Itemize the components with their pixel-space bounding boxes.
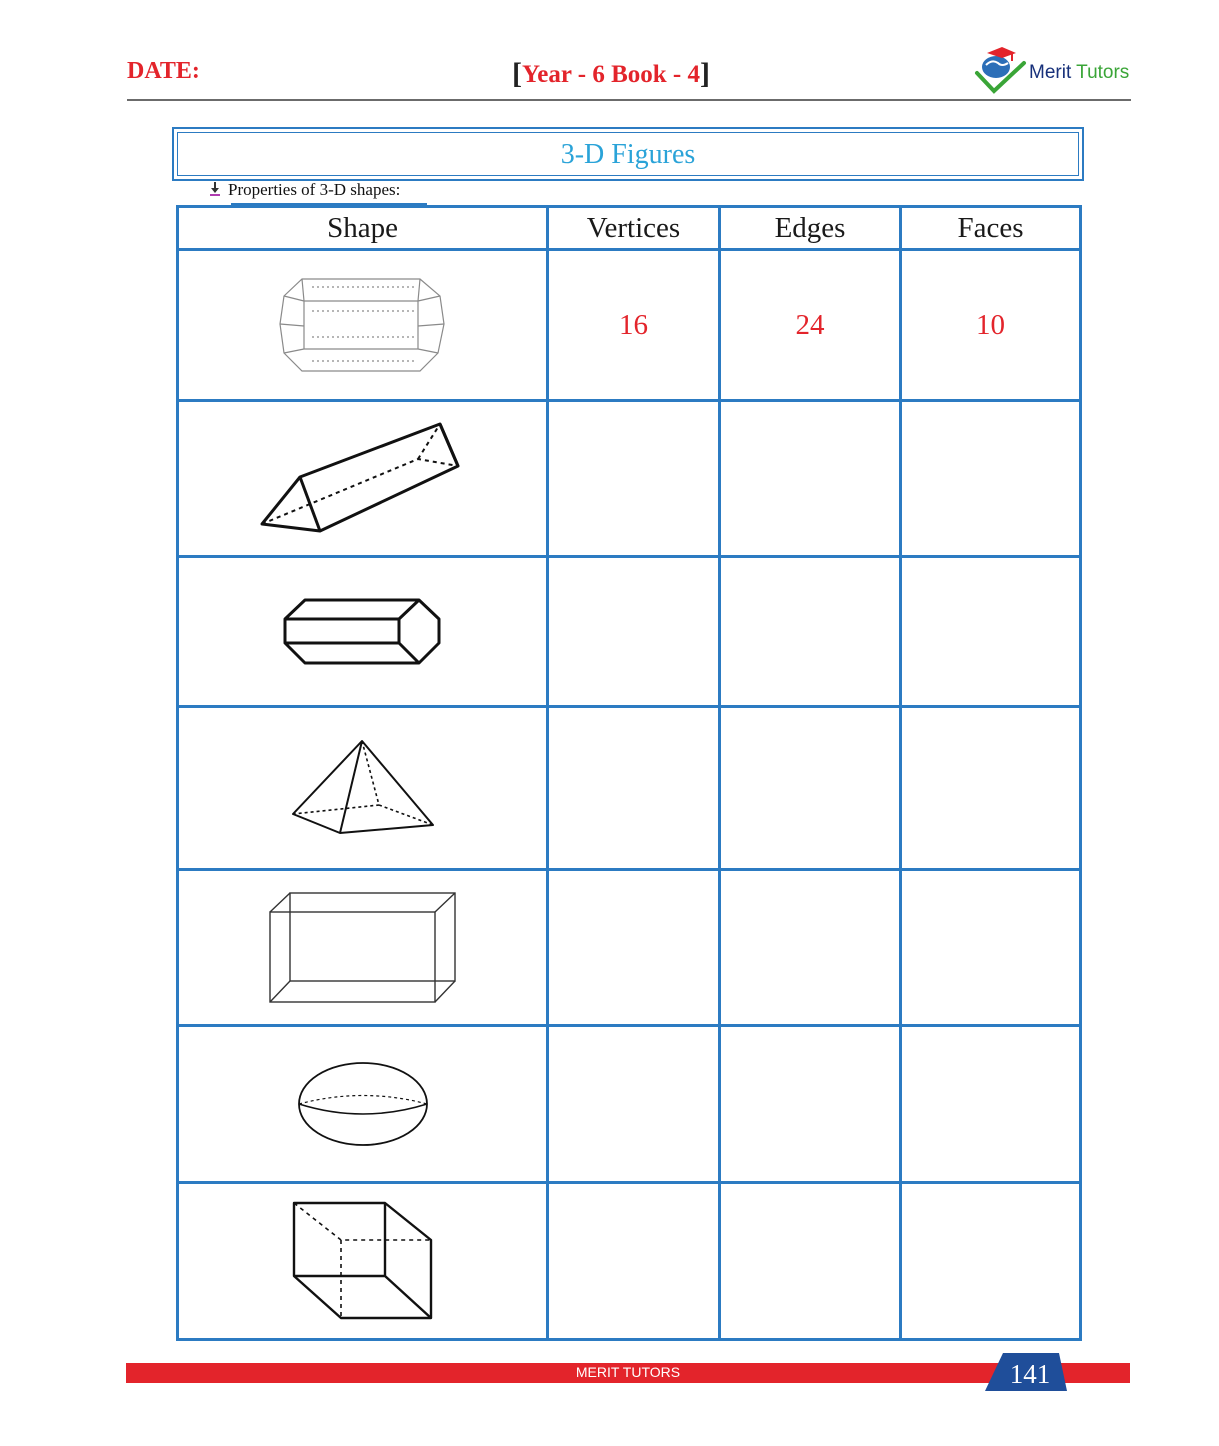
vertices-cell: [548, 707, 720, 870]
book-title: [512, 56, 710, 90]
table-row: [178, 707, 1081, 870]
edges-cell: [720, 1183, 901, 1340]
down-arrow-bullet-icon: [208, 181, 222, 197]
bracket-open: [: [512, 57, 522, 90]
faces-value: 10: [976, 308, 1005, 341]
octagonal-prism-icon: [278, 271, 448, 379]
edges-cell: [720, 707, 901, 870]
edges-cell: [720, 870, 901, 1026]
cuboid-icon: [268, 890, 458, 1005]
shape-cell: [178, 250, 548, 401]
date-label: DATE:: [127, 58, 200, 84]
edges-value: 24: [795, 308, 825, 341]
faces-cell: [901, 557, 1081, 707]
footer-brand: MERIT TUTORS: [575, 1364, 681, 1380]
header-edges: Edges: [720, 207, 901, 250]
logo-name-part1: Merit: [1029, 62, 1072, 83]
book-title-text: Year - 6 Book - 4: [522, 61, 701, 88]
shape-cell: [178, 870, 548, 1026]
cube-icon: [291, 1200, 435, 1322]
section-label-row: [208, 180, 400, 200]
properties-table: [176, 205, 1082, 1341]
edges-cell: [720, 557, 901, 707]
shape-cell: [178, 557, 548, 707]
shape-cell: [178, 707, 548, 870]
edges-cell: [720, 401, 901, 557]
shape-cell: [178, 401, 548, 557]
shape-cell: [178, 1183, 548, 1340]
square-pyramid-icon: [289, 738, 437, 838]
table-row: [178, 557, 1081, 707]
vertices-value: 16: [619, 308, 648, 341]
header-faces: Faces: [901, 207, 1081, 250]
vertices-cell: [548, 250, 720, 401]
shape-cell: [178, 1026, 548, 1183]
table-row: [178, 870, 1081, 1026]
edges-cell: [720, 250, 901, 401]
vertices-cell: [548, 401, 720, 557]
logo-wordmark: [1029, 62, 1129, 84]
faces-cell: [901, 707, 1081, 870]
triangular-prism-icon: [258, 419, 468, 539]
page-title: 3-D Figures: [560, 139, 696, 170]
faces-cell: [901, 401, 1081, 557]
faces-cell: [901, 250, 1081, 401]
logo-name-part2: Tutors: [1071, 62, 1130, 83]
section-label: Properties of 3-D shapes:: [228, 180, 401, 199]
header-divider: [127, 99, 1131, 101]
faces-cell: [901, 1026, 1081, 1183]
title-box: [172, 127, 1084, 181]
vertices-cell: [548, 557, 720, 707]
header-shape: Shape: [178, 207, 548, 250]
page-number: 141: [1009, 1359, 1051, 1389]
hexagonal-prism-icon: [283, 597, 443, 667]
faces-cell: [901, 870, 1081, 1026]
vertices-cell: [548, 1026, 720, 1183]
table-row: [178, 1026, 1081, 1183]
ellipsoid-icon: [295, 1059, 431, 1149]
header-vertices: Vertices: [548, 207, 720, 250]
vertices-cell: [548, 870, 720, 1026]
faces-cell: [901, 1183, 1081, 1340]
edges-cell: [720, 1026, 901, 1183]
table-row: [178, 250, 1081, 401]
table-row: [178, 1183, 1081, 1340]
vertices-cell: [548, 1183, 720, 1340]
table-header-row: [178, 207, 1081, 250]
bracket-close: ]: [700, 57, 711, 90]
table-row: [178, 401, 1081, 557]
title-box-inner: [177, 132, 1079, 176]
